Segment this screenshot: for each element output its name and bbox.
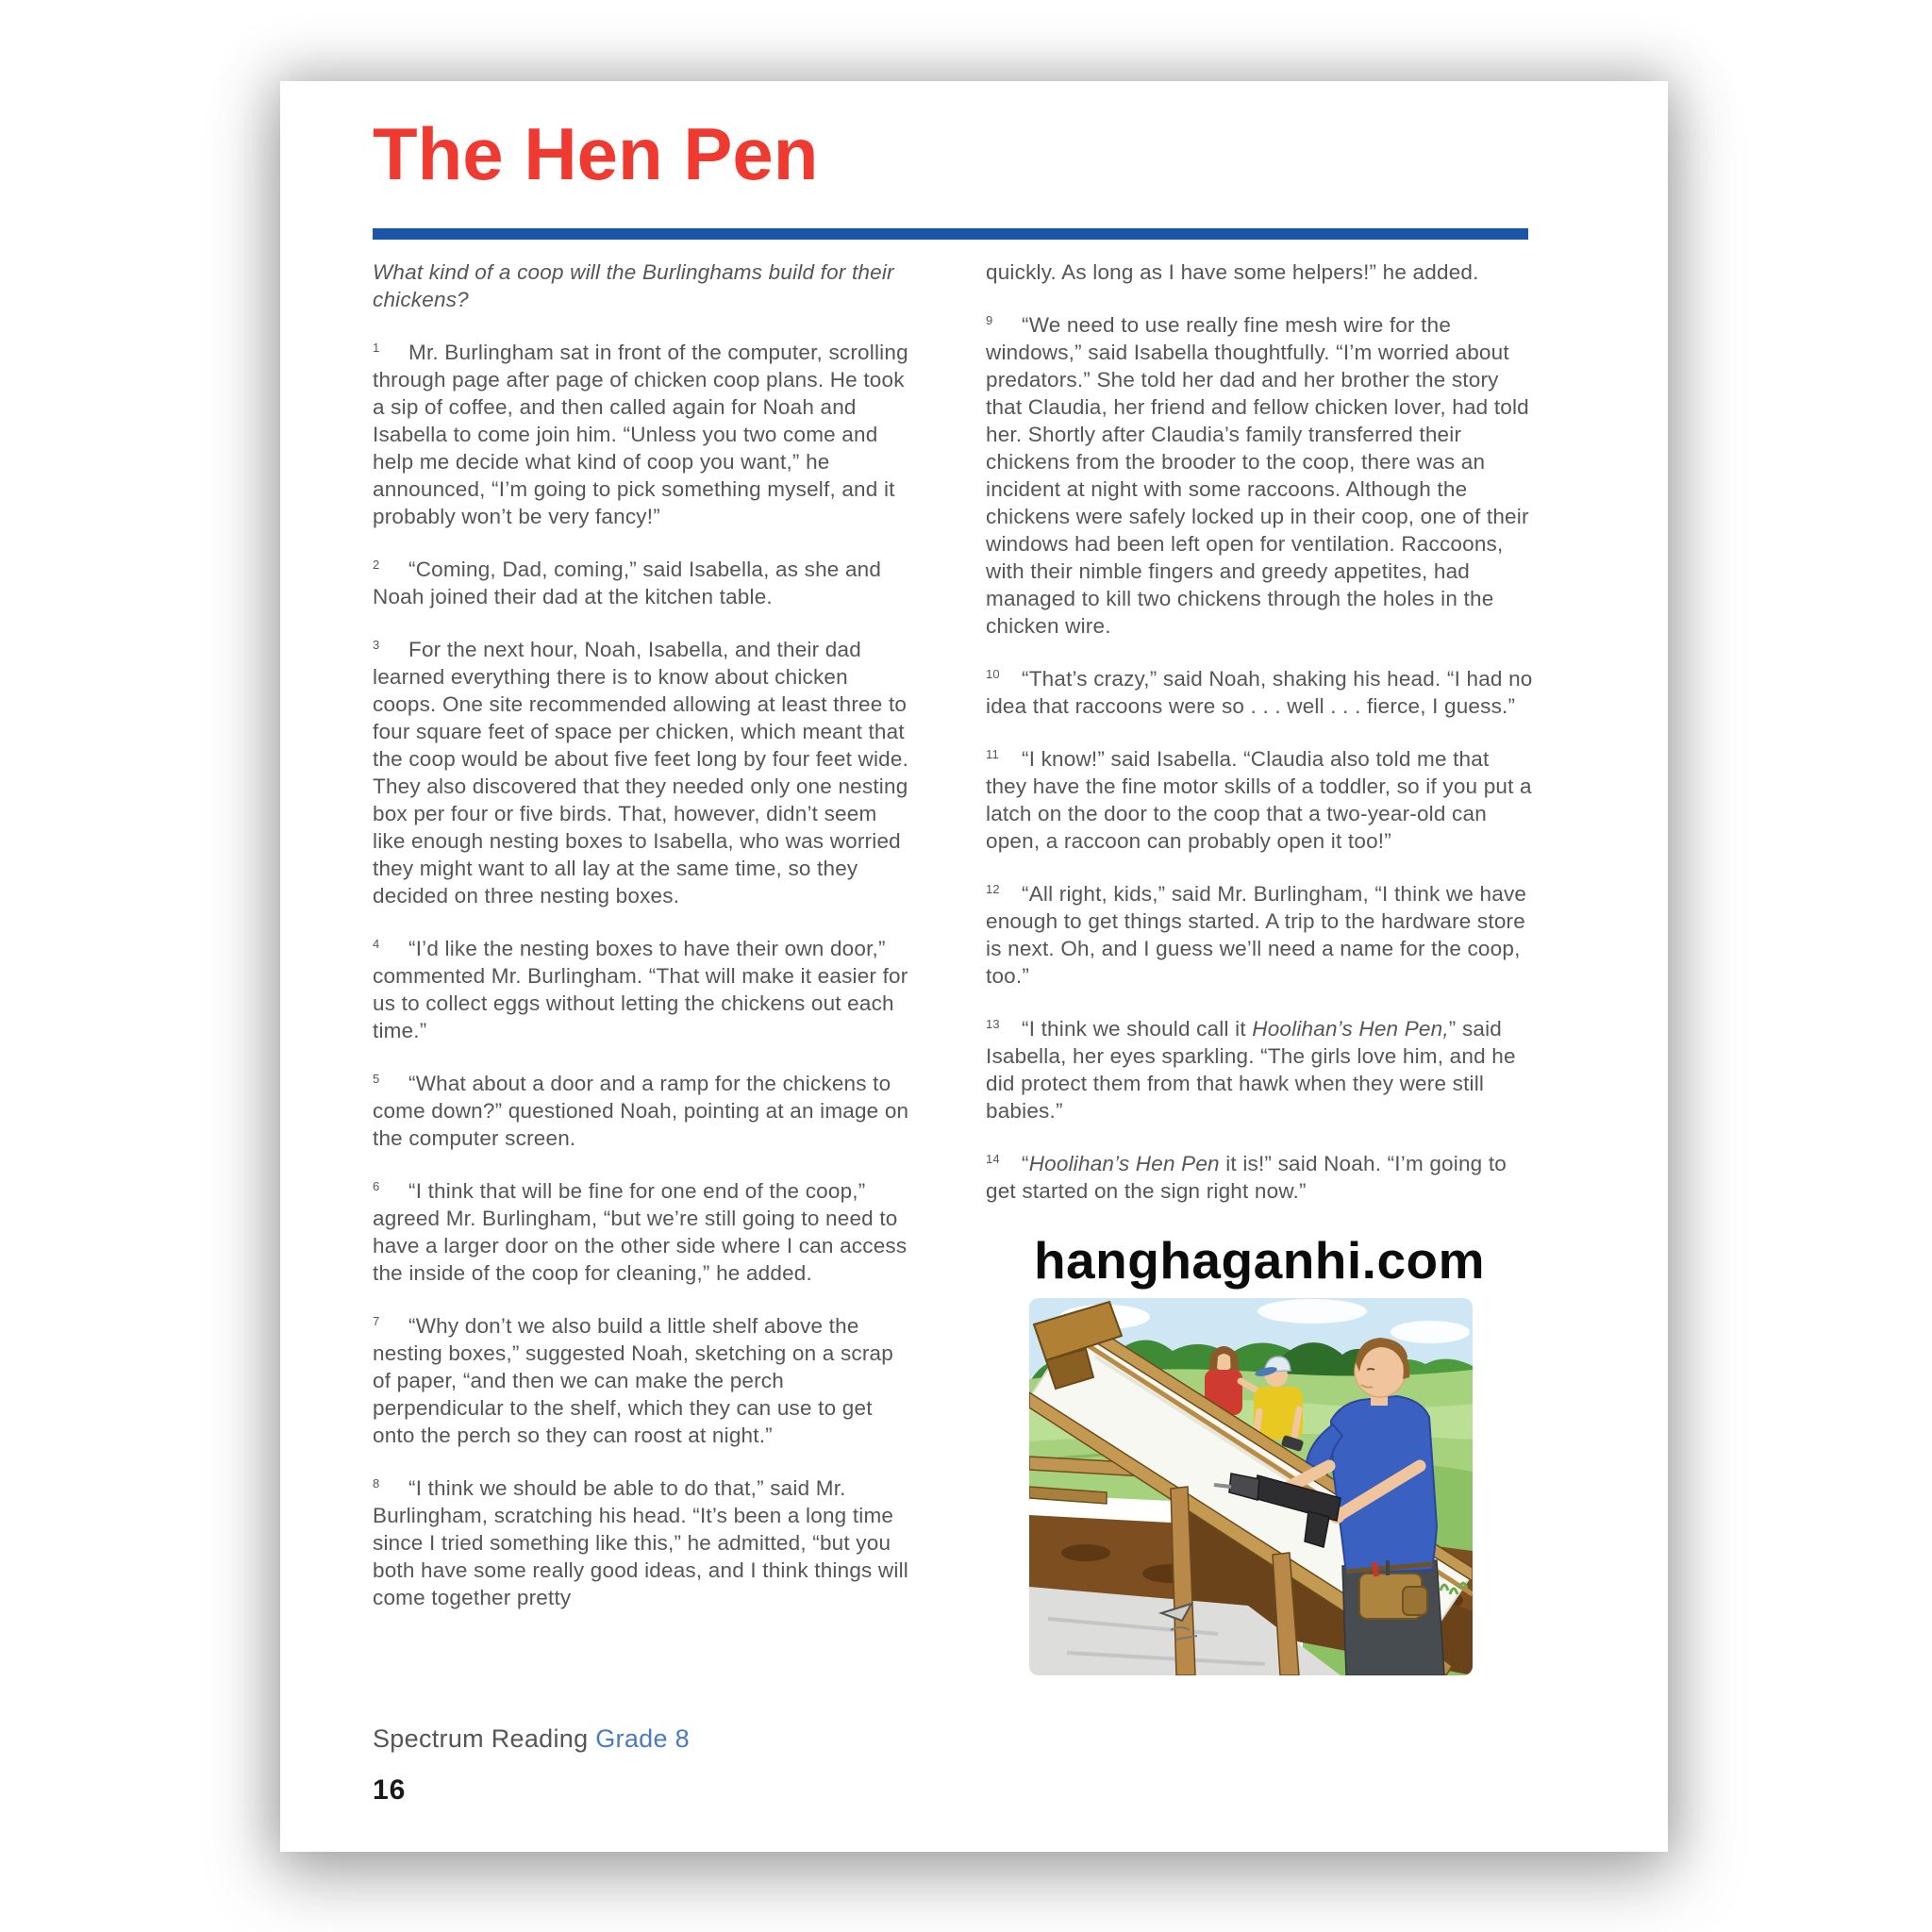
dirt-clump bbox=[1061, 1544, 1110, 1561]
footer-series bbox=[373, 1724, 690, 1754]
paragraph: $^1$ Mr. Burlingham sat in front of the computer, scrolling through page after page of chicken coop plans. He took a sip of coffee, and then called again for Noah and Isabella to come join him. “Unless you two come and help me decide what kind of coop you want,” he announced, “I’m going to pick something myself, and it probably won’t be very fancy!” bbox=[373, 341, 908, 528]
paragraph-text: “I think we should be able to do that,” said Mr. Burlingham, scratching his head. “It’s been a long time since I tried something like this,” he admitted, “but you both have some really good ideas, and I think things will come together pretty bbox=[373, 1476, 908, 1609]
footer-grade: Grade 8 bbox=[595, 1724, 690, 1753]
paragraph: $^8$ “I think we should be able to do that,” said Mr. Burlingham, scratching his head. “It’s been a long time since I tried something like this,” he admitted, “but you both have some really good ideas, and I think things will come together pretty bbox=[373, 1476, 908, 1609]
paragraph-text: “What about a door and a ramp for the chickens to come down?” questioned Noah, pointing at an image on the computer screen. bbox=[373, 1072, 909, 1150]
footer-page-number: 16 bbox=[373, 1774, 407, 1806]
eye bbox=[1367, 1369, 1374, 1370]
paragraph: $^{12}$ “All right, kids,” said Mr. Burlingham, “I think we have enough to get things started. A trip to the hardware store is next. Oh, and I guess we’ll need a name for the coop, too.” bbox=[986, 882, 1527, 988]
paragraph: $^{13}$ “I think we should call it Hoolihan’s Hen Pen,” said Isabella, her eyes sparkling. “The girls love him, and he did protect them from that hawk when they were still babies.” bbox=[986, 1017, 1516, 1123]
cloud bbox=[1391, 1321, 1470, 1343]
paragraph-text: “I think we should call it Hoolihan’s Hen Pen,” said Isabella, her eyes sparkling. “The girls love him, and he did protect them from that hawk when they were still babies.” bbox=[986, 1017, 1516, 1123]
paragraph-text: Mr. Burlingham sat in front of the computer, scrolling through page after page of chicken coop plans. He took a sip of coffee, and then called again for Noah and Isabella to come join him. “Unless you two come and help me decide what kind of coop you want,” he announced, “I’m going to pick something myself, and it probably won’t be very fancy!” bbox=[373, 341, 908, 528]
paragraph-text: “I think that will be fine for one end of the coop,” agreed Mr. Burlingham, “but we’re still going to need to have a larger door on the other side where I can access the inside of the coop for cleaning,” he added. bbox=[373, 1179, 908, 1285]
paragraph: $^5$ “What about a door and a ramp for the chickens to come down?” questioned Noah, pointing at an image on the computer screen. bbox=[373, 1072, 909, 1150]
paragraph: $^{11}$ “I know!” said Isabella. “Claudia also told me that they have the fine motor skills of a toddler, so if you put a latch on the door to the coop that a two-year-old can open, a raccoon can probably open it too!” bbox=[986, 747, 1532, 853]
watermark-text: hanghaganhi.com bbox=[1033, 1231, 1486, 1290]
paragraph-text: “Hoolihan’s Hen Pen it is!” said Noah. “I’m going to get started on the sign right now.” bbox=[986, 1152, 1507, 1203]
paragraph-text: “Coming, Dad, coming,” said Isabella, as she and Noah joined their dad at the kitchen table. bbox=[373, 558, 882, 608]
paragraph-text: For the next hour, Noah, Isabella, and their dad learned everything there is to know about chicken coops. One site recommended allowing at least three to four square feet of space per chicken, which meant that the coop would be about five feet long by four feet wide. They also discovered that they needed only one nesting box per four or five birds. That, however, didn’t seem like enough nesting boxes to Isabella, who was worried they might want to all lay at the same time, so they decided on three nesting boxes. bbox=[373, 638, 909, 908]
paragraph: $^6$ “I think that will be fine for one end of the coop,” agreed Mr. Burlingham, “but we’re still going to need to have a larger door on the other side where I can access the inside of the coop for cleaning,” he added. bbox=[373, 1179, 908, 1285]
pouch-pocket bbox=[1403, 1587, 1427, 1615]
paragraph: $^4$ “I’d like the nesting boxes to have their own door,” commented Mr. Burlingham. “That will make it easier for us to collect eggs without letting the chickens out each time.” bbox=[373, 937, 908, 1042]
paragraph-text: “That’s crazy,” said Noah, shaking his head. “I had no idea that raccoons were so . . . well . . . fierce, I guess.” bbox=[986, 667, 1533, 718]
title-underline bbox=[373, 228, 1528, 240]
column-left bbox=[373, 258, 912, 1675]
paragraph: $^{10}$ “That’s crazy,” said Noah, shaking his head. “I had no idea that raccoons were so . . . well . . . fierce, I guess.” bbox=[986, 667, 1533, 718]
intro-question: What kind of a coop will the Burlinghams build for their chickens? bbox=[373, 260, 894, 311]
article-body bbox=[373, 258, 1533, 1675]
page-sheet bbox=[280, 81, 1668, 1852]
paragraph-text: “Why don’t we also build a little shelf above the nesting boxes,” suggested Noah, sketching on a scrap of paper, “and then we can make the perch perpendicular to the shelf, which they can use to get onto the perch so they can roost at night.” bbox=[373, 1314, 893, 1447]
story-illustration bbox=[1029, 1298, 1473, 1675]
paragraph-text: “All right, kids,” said Mr. Burlingham, “I think we have enough to get things started. A trip to the hardware store is next. Oh, and I guess we’ll need a name for the coop, too.” bbox=[986, 882, 1527, 988]
paragraph bbox=[986, 258, 1533, 286]
paragraph: $^9$ “We need to use really fine mesh wire for the windows,” said Isabella thoughtfully. “I’m worried about predators.” She told her dad and her brother the story that Claudia, her friend and fellow chicken lover, had told her. Shortly after Claudia’s family transferred their chickens from the brooder to the coop, there was an incident at night with some raccoons. Although the chickens were safely locked up in their coop, one of their windows had been left open for ventilation. Raccoons, with their nimble fingers and greedy appetites, had managed to kill two chickens through the holes in the chicken wire. bbox=[986, 313, 1529, 638]
page-footer bbox=[373, 1724, 690, 1807]
coop-building-scene bbox=[1029, 1298, 1473, 1675]
paragraph: $^2$ “Coming, Dad, coming,” said Isabella, as she and Noah joined their dad at the kitchen table. bbox=[373, 558, 882, 608]
cloud bbox=[1257, 1299, 1367, 1324]
pencil bbox=[1386, 1560, 1390, 1575]
paragraph-text: “We need to use really fine mesh wire for the windows,” said Isabella thoughtfully. “I’m worried about predators.” She told her dad and her brother the story that Claudia, her friend and fellow chicken lover, had told her. Shortly after Claudia’s family transferred their chickens from the brooder to the coop, there was an incident at night with some raccoons. Although the chickens were safely locked up in their coop, one of their windows had been left open for ventilation. Raccoons, with their nimble fingers and greedy appetites, had managed to kill two chickens through the holes in the chicken wire. bbox=[986, 313, 1529, 638]
paragraph: $^3$ For the next hour, Noah, Isabella, and their dad learned everything there is to know about chicken coops. One site recommended allowing at least three to four square feet of space per chicken, which meant that the coop would be about five feet long by four feet wide. They also discovered that they needed only one nesting box per four or five birds. That, however, didn’t seem like enough nesting boxes to Isabella, who was worried they might want to all lay at the same time, so they decided on three nesting boxes. bbox=[373, 638, 909, 908]
page-title: The Hen Pen bbox=[373, 112, 819, 195]
paragraph-text: quickly. As long as I have some helpers!” he added. bbox=[986, 260, 1479, 284]
footer-series-label: Spectrum Reading bbox=[373, 1724, 589, 1753]
left-paragraphs bbox=[373, 339, 912, 1611]
right-paragraphs bbox=[986, 258, 1533, 1205]
paragraph: $^7$ “Why don’t we also build a little shelf above the nesting boxes,” suggested Noah, sketching on a scrap of paper, “and then we can make the perch perpendicular to the shelf, which they can use to get onto the perch so they can roost at night.” bbox=[373, 1314, 893, 1447]
paragraph: $^{14}$ “Hoolihan’s Hen Pen it is!” said Noah. “I’m going to get started on the sign right now.” bbox=[986, 1152, 1507, 1203]
paragraph-text: “I know!” said Isabella. “Claudia also told me that they have the fine motor skills of a toddler, so if you put a latch on the door to the coop that a two-year-old can open, a raccoon can probably open it too!” bbox=[986, 747, 1532, 853]
column-right bbox=[986, 258, 1533, 1675]
paragraph-text: “I’d like the nesting boxes to have their own door,” commented Mr. Burlingham. “That will make it easier for us to collect eggs without letting the chickens out each time.” bbox=[373, 937, 908, 1042]
